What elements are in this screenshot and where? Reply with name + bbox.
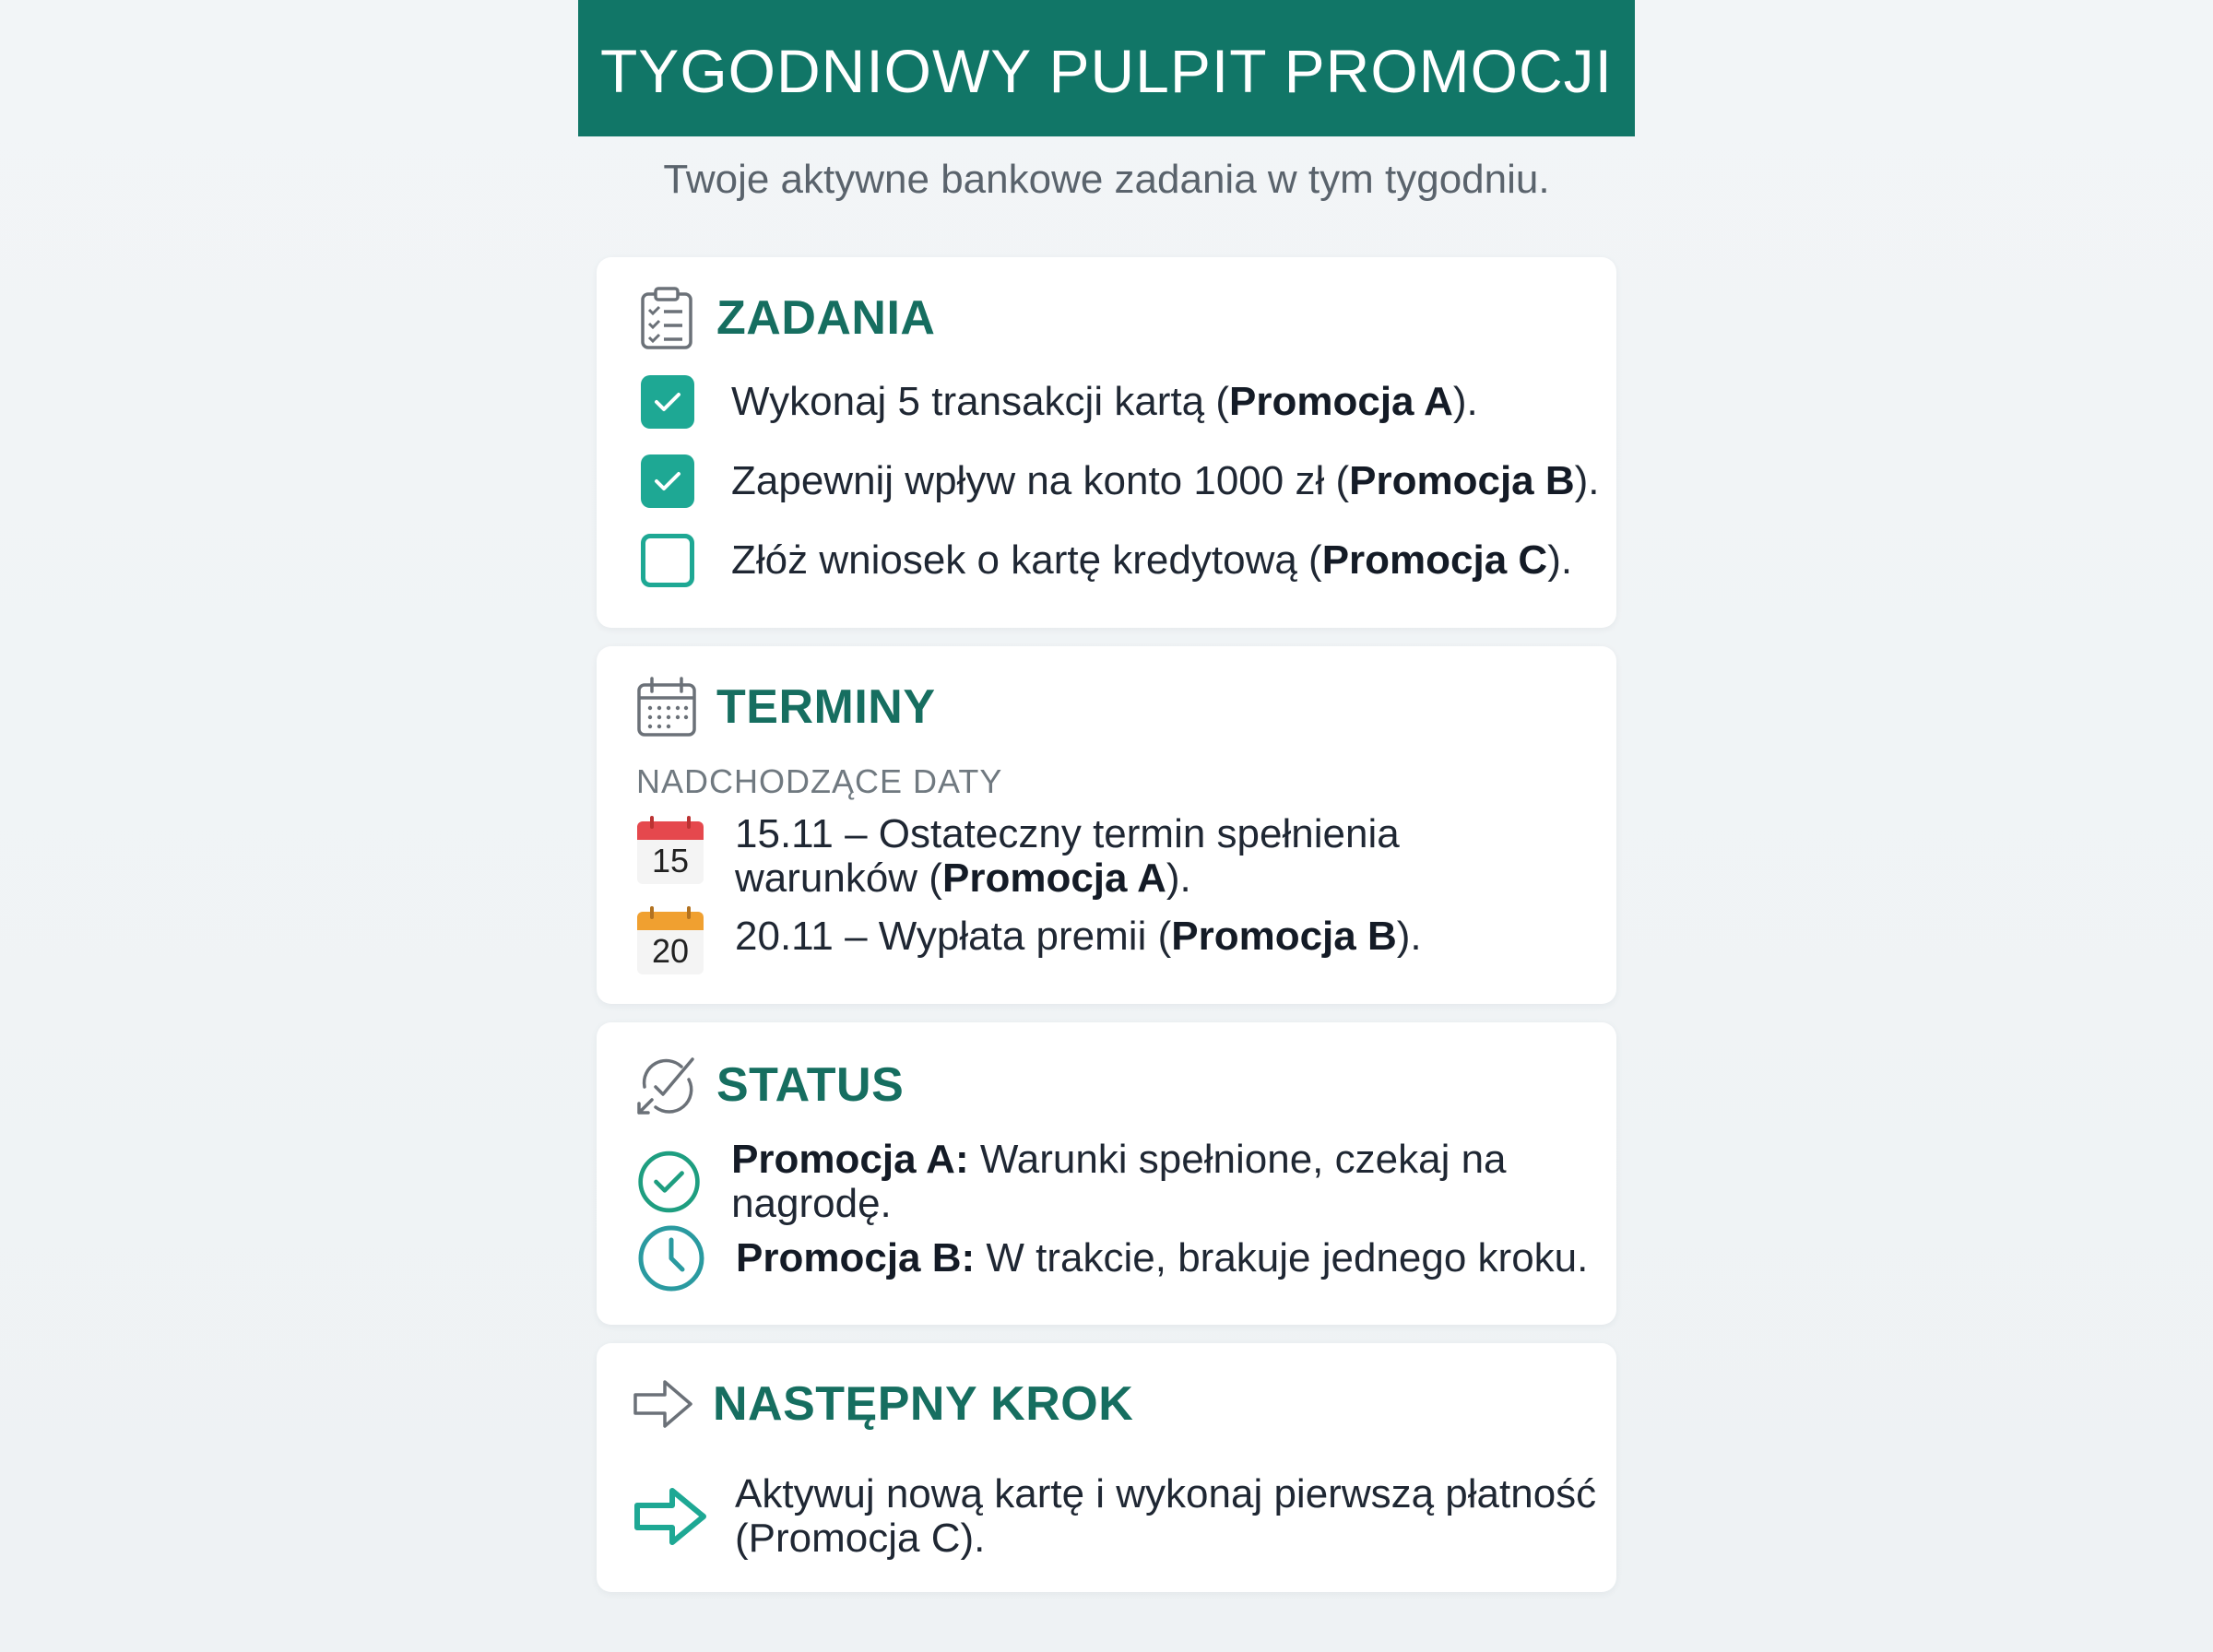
deadlines-card bbox=[597, 646, 1616, 1004]
status-item bbox=[636, 1223, 1588, 1293]
next-step-text: Aktywuj nową kartę i wykonaj pierwszą płatność (Promocja C). bbox=[735, 1471, 1597, 1561]
status-text: Promocja B: W trakcie, brakuje jednego kroku. bbox=[736, 1235, 1589, 1280]
header-banner bbox=[578, 0, 1635, 136]
deadlines-header bbox=[633, 674, 936, 740]
clock-icon bbox=[636, 1223, 706, 1293]
tasks-title: ZADANIA bbox=[716, 291, 936, 345]
checkmark-icon bbox=[649, 384, 686, 420]
calendar-day-icon bbox=[635, 906, 705, 976]
page-title: TYGODNIOWY PULPIT PROMOCJI bbox=[599, 37, 1614, 105]
task-checkbox-checked[interactable] bbox=[641, 454, 694, 508]
tasks-card bbox=[597, 257, 1616, 628]
calendar-day-number: 20 bbox=[651, 932, 690, 970]
deadline-text: 15.11 – Ostateczny termin spełnienia warunków (Promocja A). bbox=[735, 811, 1400, 901]
upcoming-dates-label: NADCHODZĄCE DATY bbox=[636, 762, 1003, 800]
task-checkbox-unchecked[interactable] bbox=[641, 534, 694, 587]
task-checkbox-checked[interactable] bbox=[641, 375, 694, 429]
status-text: Promocja A: Warunki spełnione, czekaj na nagrodę. bbox=[731, 1137, 1507, 1226]
status-header bbox=[633, 1052, 904, 1118]
next-step-title: NASTĘPNY KROK bbox=[713, 1377, 1134, 1431]
deadlines-title: TERMINY bbox=[716, 680, 936, 734]
task-item bbox=[641, 454, 1600, 508]
page-subtitle: Twoje aktywne bankowe zadania w tym tygodniu. bbox=[663, 157, 1550, 202]
task-text: Wykonaj 5 transakcji kartą (Promocja A). bbox=[731, 379, 1478, 424]
tasks-header bbox=[633, 285, 935, 351]
sync-check-icon bbox=[633, 1052, 700, 1118]
checkmark-icon bbox=[649, 463, 686, 500]
task-item bbox=[641, 534, 1572, 587]
next-step-card bbox=[597, 1343, 1616, 1592]
next-step-header bbox=[630, 1371, 1133, 1437]
task-item bbox=[641, 375, 1478, 429]
task-text: Złóż wniosek o kartę kredytową (Promocja C). bbox=[731, 537, 1573, 583]
arrow-right-icon bbox=[630, 1371, 696, 1437]
status-title: STATUS bbox=[716, 1058, 905, 1112]
calendar-day-icon bbox=[635, 816, 705, 886]
deadline-item bbox=[635, 811, 1400, 901]
next-arrow-icon bbox=[632, 1478, 709, 1555]
task-text: Zapewnij wpływ na konto 1000 zł (Promocja B). bbox=[731, 458, 1600, 503]
deadline-item bbox=[635, 906, 1422, 976]
status-card bbox=[597, 1022, 1616, 1325]
deadline-text: 20.11 – Wypłata premii (Promocja B). bbox=[735, 914, 1422, 959]
next-step-item[interactable] bbox=[632, 1472, 1596, 1561]
check-circle-icon bbox=[636, 1147, 702, 1217]
calendar-icon bbox=[633, 674, 700, 740]
calendar-day-number: 15 bbox=[651, 842, 690, 879]
status-item bbox=[636, 1138, 1616, 1226]
clipboard-checklist-icon bbox=[633, 285, 700, 351]
